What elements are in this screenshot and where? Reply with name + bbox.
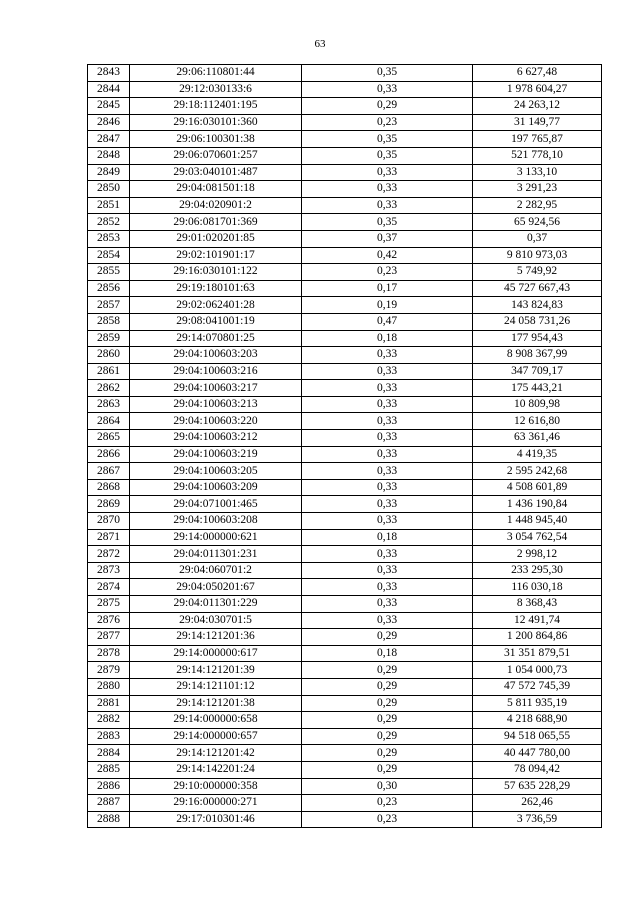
row-number-cell: 2850	[88, 181, 130, 198]
cadastral-number-cell: 29:04:071001:465	[130, 496, 302, 513]
table-row	[88, 164, 602, 181]
table-row	[88, 247, 602, 264]
row-number-cell: 2855	[88, 264, 130, 281]
value-cell: 57 635 228,29	[473, 778, 602, 795]
value-cell: 1 436 190,84	[473, 496, 602, 513]
row-number-cell: 2846	[88, 114, 130, 131]
row-number-cell: 2852	[88, 214, 130, 231]
value-cell: 233 295,30	[473, 562, 602, 579]
table-row	[88, 629, 602, 646]
cadastral-number-cell: 29:04:100603:220	[130, 413, 302, 430]
coefficient-cell: 0,33	[302, 430, 473, 447]
value-cell: 197 765,87	[473, 131, 602, 148]
cadastral-number-cell: 29:04:100603:203	[130, 347, 302, 364]
coefficient-cell: 0,33	[302, 197, 473, 214]
value-cell: 2 595 242,68	[473, 463, 602, 480]
value-cell: 12 491,74	[473, 612, 602, 629]
value-cell: 143 824,83	[473, 297, 602, 314]
row-number-cell: 2867	[88, 463, 130, 480]
coefficient-cell: 0,18	[302, 529, 473, 546]
row-number-cell: 2882	[88, 712, 130, 729]
value-cell: 175 443,21	[473, 380, 602, 397]
coefficient-cell: 0,18	[302, 330, 473, 347]
row-number-cell: 2858	[88, 313, 130, 330]
table-row	[88, 230, 602, 247]
row-number-cell: 2854	[88, 247, 130, 264]
table-row	[88, 363, 602, 380]
coefficient-cell: 0,33	[302, 413, 473, 430]
value-cell: 4 508 601,89	[473, 479, 602, 496]
cadastral-number-cell: 29:04:011301:229	[130, 596, 302, 613]
coefficient-cell: 0,29	[302, 712, 473, 729]
row-number-cell: 2884	[88, 745, 130, 762]
value-cell: 65 924,56	[473, 214, 602, 231]
coefficient-cell: 0,33	[302, 446, 473, 463]
row-number-cell: 2881	[88, 695, 130, 712]
row-number-cell: 2872	[88, 546, 130, 563]
coefficient-cell: 0,33	[302, 380, 473, 397]
cadastral-number-cell: 29:06:081701:369	[130, 214, 302, 231]
table-row	[88, 98, 602, 115]
row-number-cell: 2861	[88, 363, 130, 380]
coefficient-cell: 0,29	[302, 678, 473, 695]
coefficient-cell: 0,47	[302, 313, 473, 330]
cadastral-number-cell: 29:04:011301:231	[130, 546, 302, 563]
row-number-cell: 2870	[88, 513, 130, 530]
coefficient-cell: 0,33	[302, 579, 473, 596]
value-cell: 2 282,95	[473, 197, 602, 214]
table-row	[88, 463, 602, 480]
value-cell: 8 908 367,99	[473, 347, 602, 364]
value-cell: 1 054 000,73	[473, 662, 602, 679]
cadastral-number-cell: 29:04:100603:205	[130, 463, 302, 480]
row-number-cell: 2856	[88, 280, 130, 297]
row-number-cell: 2845	[88, 98, 130, 115]
cadastral-number-cell: 29:16:000000:271	[130, 795, 302, 812]
cadastral-number-cell: 29:14:000000:657	[130, 728, 302, 745]
cadastral-number-cell: 29:04:100603:208	[130, 513, 302, 530]
table-row	[88, 811, 602, 828]
table-row	[88, 297, 602, 314]
coefficient-cell: 0,33	[302, 612, 473, 629]
table-row	[88, 347, 602, 364]
value-cell: 4 218 688,90	[473, 712, 602, 729]
table-row	[88, 446, 602, 463]
row-number-cell: 2887	[88, 795, 130, 812]
cadastral-number-cell: 29:14:121201:39	[130, 662, 302, 679]
value-cell: 3 054 762,54	[473, 529, 602, 546]
table-row	[88, 678, 602, 695]
table-row	[88, 645, 602, 662]
cadastral-number-cell: 29:04:100603:213	[130, 396, 302, 413]
coefficient-cell: 0,29	[302, 745, 473, 762]
cadastral-number-cell: 29:10:000000:358	[130, 778, 302, 795]
cadastral-number-cell: 29:02:101901:17	[130, 247, 302, 264]
value-cell: 9 810 973,03	[473, 247, 602, 264]
value-cell: 262,46	[473, 795, 602, 812]
cadastral-number-cell: 29:06:100301:38	[130, 131, 302, 148]
row-number-cell: 2876	[88, 612, 130, 629]
coefficient-cell: 0,29	[302, 761, 473, 778]
table-row	[88, 313, 602, 330]
cadastral-number-cell: 29:14:000000:658	[130, 712, 302, 729]
page-number: 63	[314, 38, 326, 50]
cadastral-number-cell: 29:01:020201:85	[130, 230, 302, 247]
value-cell: 12 616,80	[473, 413, 602, 430]
table-row	[88, 761, 602, 778]
cadastral-number-cell: 29:04:100603:209	[130, 479, 302, 496]
cadastral-number-cell: 29:14:142201:24	[130, 761, 302, 778]
row-number-cell: 2860	[88, 347, 130, 364]
coefficient-cell: 0,33	[302, 479, 473, 496]
table-row	[88, 745, 602, 762]
data-table	[87, 64, 602, 828]
row-number-cell: 2844	[88, 81, 130, 98]
cadastral-number-cell: 29:06:070601:257	[130, 147, 302, 164]
value-cell: 45 727 667,43	[473, 280, 602, 297]
table-row	[88, 546, 602, 563]
coefficient-cell: 0,29	[302, 98, 473, 115]
coefficient-cell: 0,42	[302, 247, 473, 264]
row-number-cell: 2848	[88, 147, 130, 164]
table-row	[88, 596, 602, 613]
cadastral-number-cell: 29:17:010301:46	[130, 811, 302, 828]
value-cell: 63 361,46	[473, 430, 602, 447]
cadastral-number-cell: 29:04:020901:2	[130, 197, 302, 214]
cadastral-number-cell: 29:04:060701:2	[130, 562, 302, 579]
row-number-cell: 2880	[88, 678, 130, 695]
coefficient-cell: 0,33	[302, 513, 473, 530]
cadastral-number-cell: 29:14:121201:38	[130, 695, 302, 712]
coefficient-cell: 0,33	[302, 347, 473, 364]
coefficient-cell: 0,17	[302, 280, 473, 297]
coefficient-cell: 0,23	[302, 811, 473, 828]
row-number-cell: 2886	[88, 778, 130, 795]
value-cell: 8 368,43	[473, 596, 602, 613]
value-cell: 40 447 780,00	[473, 745, 602, 762]
cadastral-number-cell: 29:16:030101:360	[130, 114, 302, 131]
cadastral-number-cell: 29:02:062401:28	[130, 297, 302, 314]
row-number-cell: 2883	[88, 728, 130, 745]
row-number-cell: 2851	[88, 197, 130, 214]
coefficient-cell: 0,18	[302, 645, 473, 662]
value-cell: 6 627,48	[473, 65, 602, 82]
value-cell: 177 954,43	[473, 330, 602, 347]
coefficient-cell: 0,19	[302, 297, 473, 314]
value-cell: 10 809,98	[473, 396, 602, 413]
row-number-cell: 2849	[88, 164, 130, 181]
row-number-cell: 2865	[88, 430, 130, 447]
coefficient-cell: 0,33	[302, 463, 473, 480]
table-row	[88, 280, 602, 297]
row-number-cell: 2843	[88, 65, 130, 82]
value-cell: 0,37	[473, 230, 602, 247]
coefficient-cell: 0,33	[302, 181, 473, 198]
table-body	[88, 65, 602, 828]
value-cell: 521 778,10	[473, 147, 602, 164]
value-cell: 3 736,59	[473, 811, 602, 828]
coefficient-cell: 0,29	[302, 728, 473, 745]
row-number-cell: 2864	[88, 413, 130, 430]
table-row	[88, 396, 602, 413]
row-number-cell: 2879	[88, 662, 130, 679]
coefficient-cell: 0,29	[302, 662, 473, 679]
coefficient-cell: 0,33	[302, 496, 473, 513]
coefficient-cell: 0,33	[302, 396, 473, 413]
row-number-cell: 2866	[88, 446, 130, 463]
table-row	[88, 413, 602, 430]
cadastral-number-cell: 29:14:000000:617	[130, 645, 302, 662]
cadastral-number-cell: 29:18:112401:195	[130, 98, 302, 115]
cadastral-number-cell: 29:14:121201:36	[130, 629, 302, 646]
cadastral-number-cell: 29:04:030701:5	[130, 612, 302, 629]
cadastral-number-cell: 29:04:100603:212	[130, 430, 302, 447]
value-cell: 116 030,18	[473, 579, 602, 596]
coefficient-cell: 0,23	[302, 264, 473, 281]
value-cell: 94 518 065,55	[473, 728, 602, 745]
cadastral-number-cell: 29:08:041001:19	[130, 313, 302, 330]
table-row	[88, 579, 602, 596]
table-row	[88, 662, 602, 679]
cadastral-number-cell: 29:14:121201:42	[130, 745, 302, 762]
coefficient-cell: 0,33	[302, 562, 473, 579]
coefficient-cell: 0,23	[302, 795, 473, 812]
row-number-cell: 2868	[88, 479, 130, 496]
table-row	[88, 330, 602, 347]
value-cell: 1 448 945,40	[473, 513, 602, 530]
table-row	[88, 479, 602, 496]
table-row	[88, 562, 602, 579]
value-cell: 31 351 879,51	[473, 645, 602, 662]
row-number-cell: 2857	[88, 297, 130, 314]
row-number-cell: 2885	[88, 761, 130, 778]
table-row	[88, 778, 602, 795]
value-cell: 24 263,12	[473, 98, 602, 115]
value-cell: 5 811 935,19	[473, 695, 602, 712]
cadastral-number-cell: 29:04:100603:219	[130, 446, 302, 463]
table-row	[88, 197, 602, 214]
row-number-cell: 2877	[88, 629, 130, 646]
value-cell: 31 149,77	[473, 114, 602, 131]
cadastral-number-cell: 29:16:030101:122	[130, 264, 302, 281]
row-number-cell: 2874	[88, 579, 130, 596]
coefficient-cell: 0,30	[302, 778, 473, 795]
cadastral-number-cell: 29:19:180101:63	[130, 280, 302, 297]
value-cell: 4 419,35	[473, 446, 602, 463]
row-number-cell: 2859	[88, 330, 130, 347]
table-row	[88, 114, 602, 131]
cadastral-number-cell: 29:04:100603:216	[130, 363, 302, 380]
row-number-cell: 2853	[88, 230, 130, 247]
coefficient-cell: 0,33	[302, 546, 473, 563]
table-row	[88, 728, 602, 745]
table-row	[88, 612, 602, 629]
value-cell: 24 058 731,26	[473, 313, 602, 330]
table-row	[88, 695, 602, 712]
coefficient-cell: 0,35	[302, 214, 473, 231]
coefficient-cell: 0,37	[302, 230, 473, 247]
cadastral-number-cell: 29:12:030133:6	[130, 81, 302, 98]
coefficient-cell: 0,33	[302, 363, 473, 380]
value-cell: 5 749,92	[473, 264, 602, 281]
coefficient-cell: 0,23	[302, 114, 473, 131]
table-row	[88, 147, 602, 164]
table-row	[88, 264, 602, 281]
cadastral-number-cell: 29:14:070801:25	[130, 330, 302, 347]
table-row	[88, 430, 602, 447]
row-number-cell: 2869	[88, 496, 130, 513]
row-number-cell: 2871	[88, 529, 130, 546]
table-row	[88, 712, 602, 729]
coefficient-cell: 0,35	[302, 65, 473, 82]
value-cell: 3 133,10	[473, 164, 602, 181]
coefficient-cell: 0,35	[302, 131, 473, 148]
row-number-cell: 2847	[88, 131, 130, 148]
coefficient-cell: 0,35	[302, 147, 473, 164]
cadastral-number-cell: 29:06:110801:44	[130, 65, 302, 82]
row-number-cell: 2862	[88, 380, 130, 397]
cadastral-number-cell: 29:04:050201:67	[130, 579, 302, 596]
coefficient-cell: 0,33	[302, 164, 473, 181]
coefficient-cell: 0,29	[302, 629, 473, 646]
value-cell: 1 200 864,86	[473, 629, 602, 646]
value-cell: 347 709,17	[473, 363, 602, 380]
coefficient-cell: 0,33	[302, 596, 473, 613]
value-cell: 78 094,42	[473, 761, 602, 778]
value-cell: 3 291,23	[473, 181, 602, 198]
cadastral-number-cell: 29:04:081501:18	[130, 181, 302, 198]
coefficient-cell: 0,29	[302, 695, 473, 712]
value-cell: 47 572 745,39	[473, 678, 602, 695]
coefficient-cell: 0,33	[302, 81, 473, 98]
cadastral-number-cell: 29:03:040101:487	[130, 164, 302, 181]
table-row	[88, 795, 602, 812]
table-row	[88, 496, 602, 513]
value-cell: 2 998,12	[473, 546, 602, 563]
table-row	[88, 529, 602, 546]
table-row	[88, 131, 602, 148]
table-row	[88, 513, 602, 530]
row-number-cell: 2875	[88, 596, 130, 613]
cadastral-number-cell: 29:14:000000:621	[130, 529, 302, 546]
table-row	[88, 181, 602, 198]
cadastral-number-cell: 29:04:100603:217	[130, 380, 302, 397]
row-number-cell: 2873	[88, 562, 130, 579]
value-cell: 1 978 604,27	[473, 81, 602, 98]
row-number-cell: 2878	[88, 645, 130, 662]
cadastral-number-cell: 29:14:121101:12	[130, 678, 302, 695]
table-row	[88, 214, 602, 231]
table-row	[88, 65, 602, 82]
row-number-cell: 2863	[88, 396, 130, 413]
table-row	[88, 380, 602, 397]
row-number-cell: 2888	[88, 811, 130, 828]
table-row	[88, 81, 602, 98]
